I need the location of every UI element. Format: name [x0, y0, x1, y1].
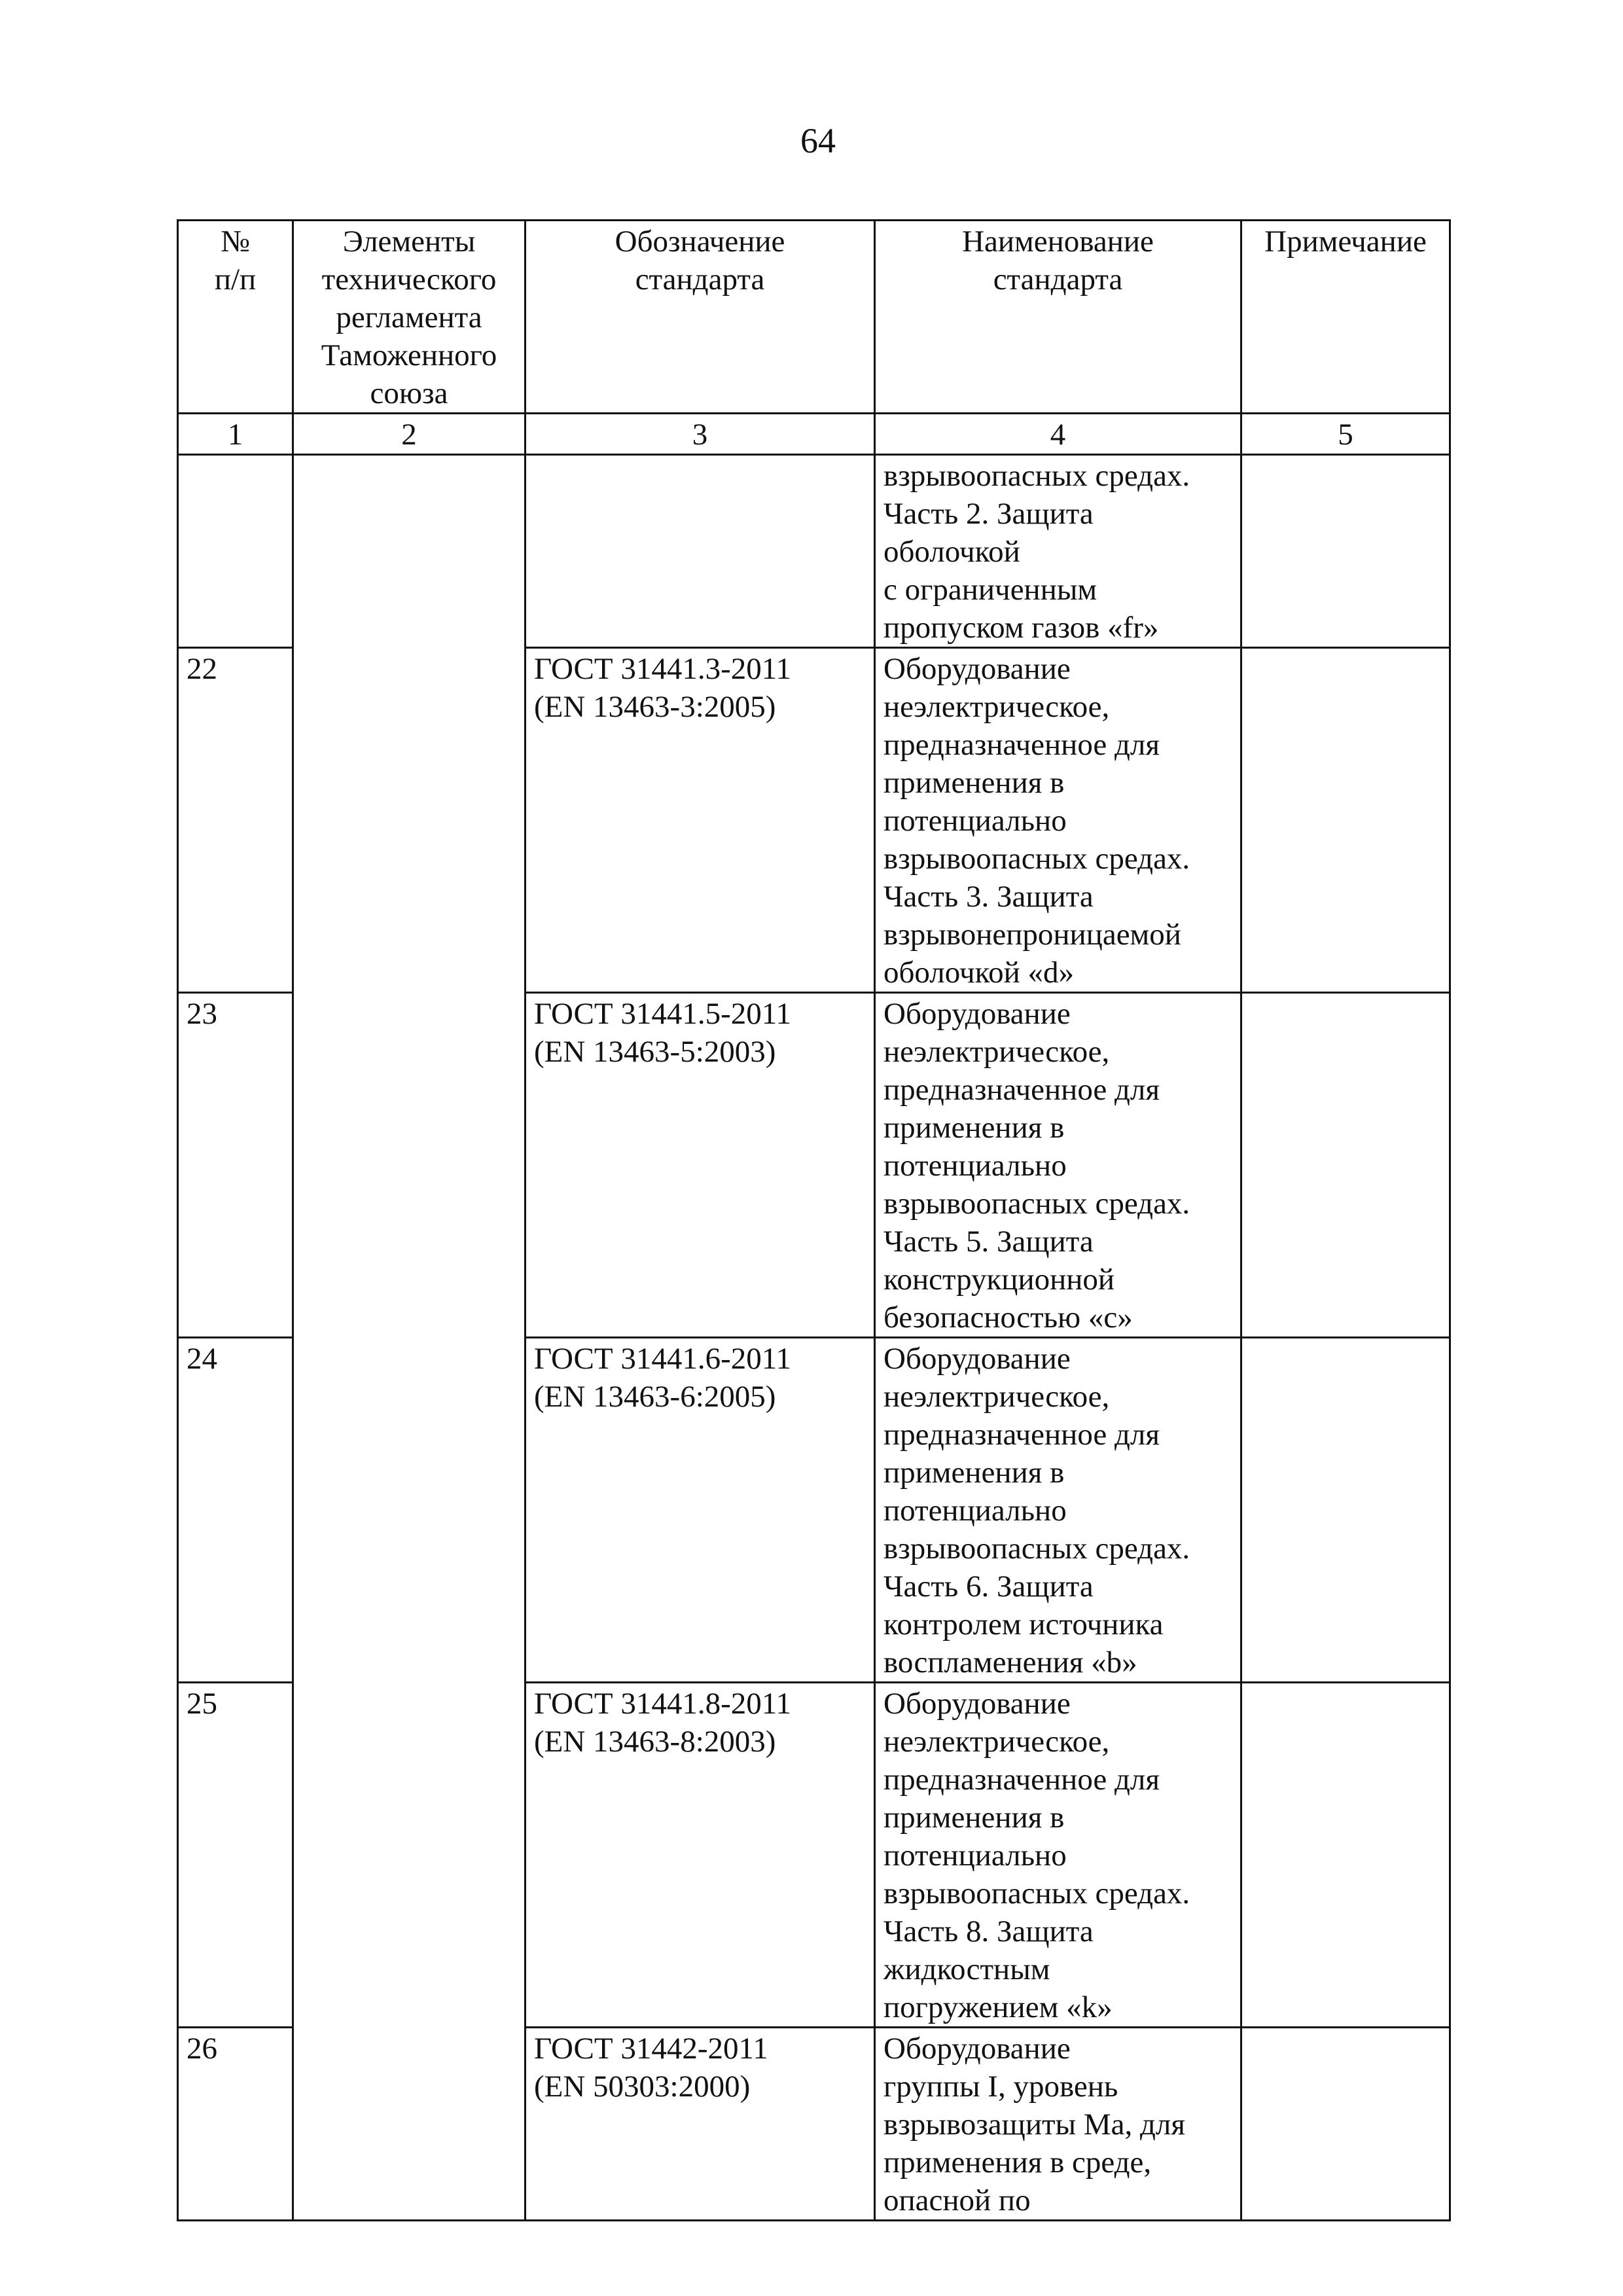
header-name: Наименование стандарта [875, 221, 1241, 414]
column-number: 4 [875, 414, 1241, 455]
column-number: 3 [526, 414, 875, 455]
standard-designation: ГОСТ 31441.3-2011 (EN 13463-3:2005) [526, 648, 875, 993]
standard-name: Оборудование неэлектрическое, предназначенное для применения в потенциально взрывоопасных средах. Часть 6. Защита контролем источника воспламенения «b» [875, 1338, 1241, 1683]
note-cell [1241, 2028, 1450, 2221]
header-note: Примечание [1241, 221, 1450, 414]
row-number: 22 [178, 648, 293, 993]
header-elements: Элементы технического регламента Таможенного союза [293, 221, 526, 414]
standard-designation: ГОСТ 31441.8-2011 (EN 13463-8:2003) [526, 1683, 875, 2028]
row-number: 26 [178, 2028, 293, 2221]
standard-designation: ГОСТ 31441.5-2011 (EN 13463-5:2003) [526, 993, 875, 1338]
standard-name: взрывоопасных средах. Часть 2. Защита оболочкой с ограниченным пропуском газов «fr» [875, 455, 1241, 648]
regulation-elements-cell [293, 455, 526, 2221]
standard-designation: ГОСТ 31441.6-2011 (EN 13463-6:2005) [526, 1338, 875, 1683]
table-header-row [178, 221, 1450, 414]
standard-name: Оборудование неэлектрическое, предназначенное для применения в потенциально взрывоопасных средах. Часть 3. Защита взрывонепроницаемой оболочкой «d» [875, 648, 1241, 993]
header-designation: Обозначение стандарта [526, 221, 875, 414]
page-number: 64 [800, 121, 836, 160]
note-cell [1241, 455, 1450, 648]
header-number: № п/п [178, 221, 293, 414]
column-number: 1 [178, 414, 293, 455]
standard-designation [526, 455, 875, 648]
standards-table [177, 219, 1451, 2221]
note-cell [1241, 1338, 1450, 1683]
column-number: 2 [293, 414, 526, 455]
row-number: 25 [178, 1683, 293, 2028]
column-number: 5 [1241, 414, 1450, 455]
standard-name: Оборудование неэлектрическое, предназначенное для применения в потенциально взрывоопасных средах. Часть 5. Защита конструкционной безопасностью «с» [875, 993, 1241, 1338]
column-number-row [178, 414, 1450, 455]
row-number: 24 [178, 1338, 293, 1683]
standard-designation: ГОСТ 31442-2011 (EN 50303:2000) [526, 2028, 875, 2221]
table-row [178, 455, 1450, 648]
standard-name: Оборудование группы I, уровень взрывозащиты Ма, для применения в среде, опасной по [875, 2028, 1241, 2221]
note-cell [1241, 993, 1450, 1338]
note-cell [1241, 648, 1450, 993]
row-number: 23 [178, 993, 293, 1338]
standard-name: Оборудование неэлектрическое, предназначенное для применения в потенциально взрывоопасных средах. Часть 8. Защита жидкостным погружением «k» [875, 1683, 1241, 2028]
row-number [178, 455, 293, 648]
note-cell [1241, 1683, 1450, 2028]
